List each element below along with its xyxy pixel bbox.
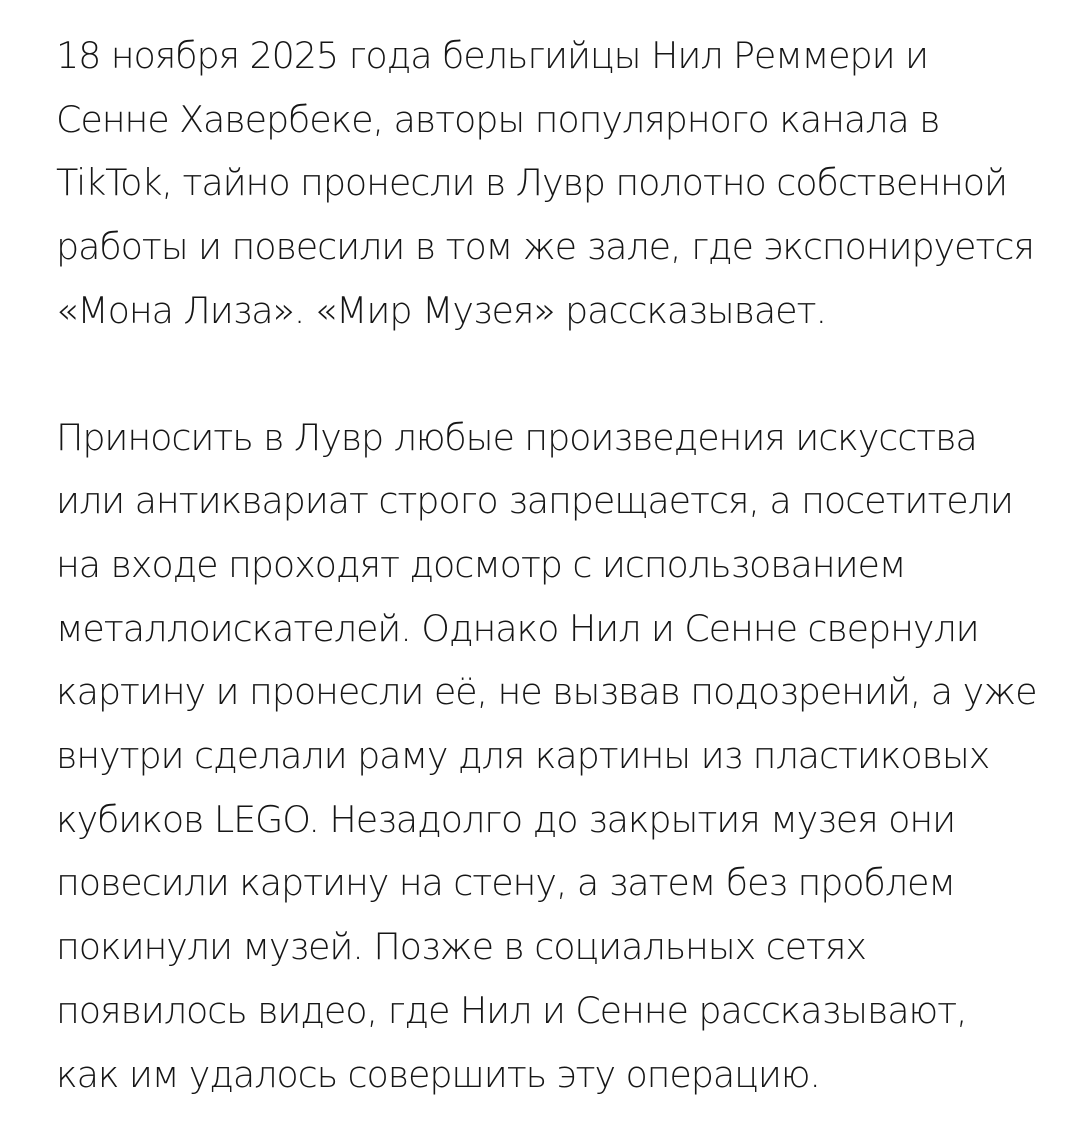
text-line: как им удалось совершить эту операцию.: [56, 1052, 820, 1096]
paragraph-main: [56, 406, 1046, 1107]
text-line: работы и повесили в том же зале, где экспонируется: [56, 225, 1034, 269]
text-line: Приносить в Лувр любые произведения искусства: [56, 415, 977, 459]
text-line: покинули музей. Позже в социальных сетях: [56, 925, 866, 969]
text-line: Сенне Хавербеке, авторы популярного канала в: [56, 97, 940, 141]
text-line: или антиквариат строго запрещается, а посетители: [56, 479, 1013, 523]
paragraph-intro: [56, 24, 1046, 343]
text-line: на входе проходят досмотр с использованием: [56, 542, 906, 586]
article-body: [56, 24, 1046, 1106]
text-line: «Мона Лиза». «Мир Музея» рассказывает.: [56, 288, 826, 332]
text-line: 18 ноября 2025 года бельгийцы Нил Реммери и: [56, 34, 928, 77]
text-line: TikTok, тайно пронесли в Лувр полотно собственной: [56, 161, 1007, 205]
text-line: внутри сделали раму для картины из пластиковых: [56, 734, 990, 778]
text-line: появилось видео, где Нил и Сенне рассказывают,: [56, 988, 967, 1032]
text-line: кубиков LEGO. Незадолго до закрытия музея они: [56, 797, 956, 841]
text-line: картину и пронесли её, не вызвав подозрений, а уже: [56, 670, 1037, 714]
text-line: металлоискателей. Однако Нил и Сенне свернули: [56, 606, 979, 650]
text-line: повесили картину на стену, а затем без проблем: [56, 861, 955, 905]
